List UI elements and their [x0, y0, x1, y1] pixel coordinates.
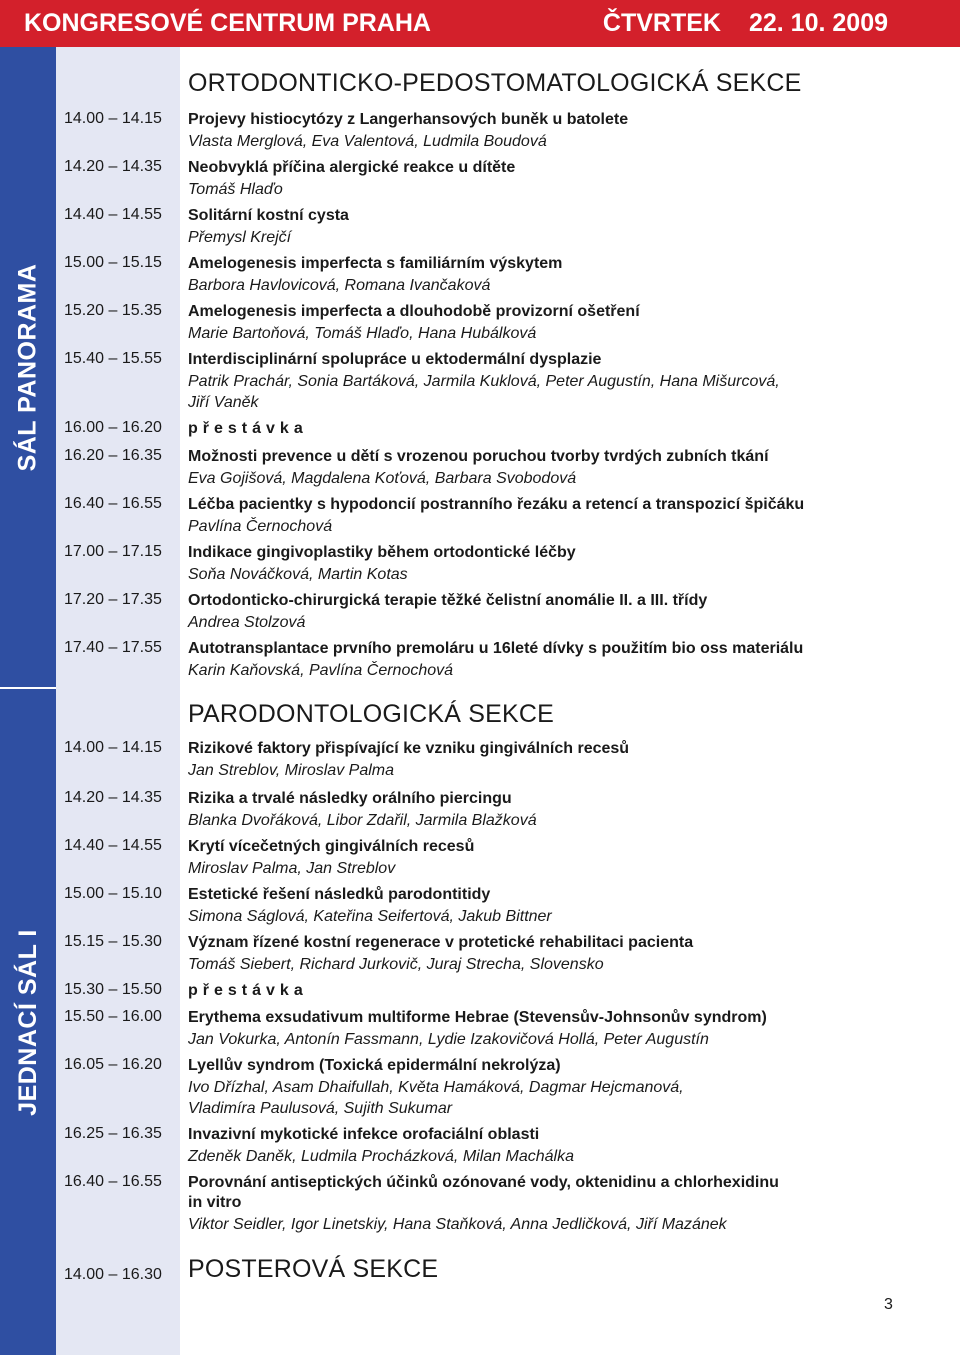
program-authors: Vladimíra Paulusová, Sujith Sukumar	[188, 1100, 453, 1117]
program-time: 15.00 – 15.15	[64, 254, 162, 271]
section-title-poster: POSTEROVÁ SEKCE	[188, 1255, 439, 1283]
program-time: 15.40 – 15.55	[64, 350, 162, 367]
program-title: Možnosti prevence u dětí s vrozenou poruchou tvorby tvrdých zubních tkání	[188, 448, 769, 465]
program-time: 14.00 – 14.15	[64, 739, 162, 756]
program-title: Význam řízené kostní regenerace v protetické rehabilitaci pacienta	[188, 934, 694, 951]
hall-one-label: JEDNACÍ SÁL I	[13, 928, 42, 1116]
section-title-ortho: ORTODONTICKO-PEDOSTOMATOLOGICKÁ SEKCE	[188, 69, 802, 97]
hall-panorama-strip	[0, 47, 56, 687]
program-title: Krytí vícečetných gingiválních recesů	[188, 838, 475, 855]
program-authors: Simona Ságlová, Kateřina Seifertová, Jakub Bittner	[188, 908, 552, 925]
date-block	[603, 9, 888, 38]
program-authors: Andrea Stolzová	[188, 614, 306, 631]
program-title: Rizikové faktory přispívající ke vzniku gingiválních recesů	[188, 740, 630, 757]
program-authors: Vlasta Merglová, Eva Valentová, Ludmila Boudová	[188, 133, 547, 150]
program-authors: Tomáš Hlaďo	[188, 181, 283, 198]
program-time: 16.05 – 16.20	[64, 1056, 162, 1073]
program-authors: Tomáš Siebert, Richard Jurkovič, Juraj Strecha, Slovensko	[188, 956, 604, 973]
program-time: 17.40 – 17.55	[64, 639, 162, 656]
program-title: Porovnání antiseptických účinků ozónované vody, oktenidinu a chlorhexidinu in vitro	[188, 1174, 779, 1211]
program-time: 15.30 – 15.50	[64, 981, 162, 998]
program-title: Amelogenesis imperfecta s familiárním výskytem	[188, 255, 563, 272]
break-label: přestávka	[188, 982, 308, 999]
program-authors: Marie Bartoňová, Tomáš Hlaďo, Hana Hubálková	[188, 325, 537, 342]
program-time: 14.40 – 14.55	[64, 206, 162, 223]
program-time: 14.40 – 14.55	[64, 837, 162, 854]
program-authors: Pavlína Černochová	[188, 518, 333, 535]
time-column-background	[56, 47, 180, 1355]
program-authors: Barbora Havlovicová, Romana Ivančaková	[188, 277, 491, 294]
program-authors: Miroslav Palma, Jan Streblov	[188, 860, 396, 877]
program-title: Estetické řešení následků parodontitidy	[188, 886, 491, 903]
program-authors: Viktor Seidler, Igor Linetskiy, Hana Staňková, Anna Jedličková, Jiří Mazánek	[188, 1216, 727, 1233]
program-title: Interdisciplinární spolupráce u ektodermální dysplazie	[188, 351, 602, 368]
program-authors: Eva Gojišová, Magdalena Koťová, Barbara Svobodová	[188, 470, 577, 487]
page-header	[0, 0, 960, 47]
program-time: 14.20 – 14.35	[64, 789, 162, 806]
program-title: Lyellův syndrom (Toxická epidermální nekrolýza)	[188, 1057, 561, 1074]
program-time: 15.15 – 15.30	[64, 933, 162, 950]
program-time: 16.20 – 16.35	[64, 447, 162, 464]
hall-panorama-label: SÁL PANORAMA	[13, 263, 42, 471]
program-authors: Přemysl Krejčí	[188, 229, 292, 246]
program-authors: Jan Streblov, Miroslav Palma	[188, 762, 394, 779]
program-time: 15.20 – 15.35	[64, 302, 162, 319]
program-title: Indikace gingivoplastiky během ortodontické léčby	[188, 544, 576, 561]
program-title: Solitární kostní cysta	[188, 207, 349, 224]
program-authors: Zdeněk Daněk, Ludmila Procházková, Milan Machálka	[188, 1148, 574, 1165]
program-authors: Jan Vokurka, Antonín Fassmann, Lydie Izakovičová Hollá, Peter Augustín	[188, 1031, 709, 1048]
program-time: 15.00 – 15.10	[64, 885, 162, 902]
program-title: Ortodonticko-chirurgická terapie těžké čelistní anomálie II. a III. třídy	[188, 592, 708, 609]
program-title: Autotransplantace prvního premoláru u 16leté dívky s použitím bio oss materiálu	[188, 640, 804, 657]
program-time: 15.50 – 16.00	[64, 1008, 162, 1025]
program-time: 16.25 – 16.35	[64, 1125, 162, 1142]
program-title: Neobvyklá příčina alergické reakce u dítěte	[188, 159, 516, 176]
program-title: Amelogenesis imperfecta a dlouhodobě provizorní ošetření	[188, 303, 640, 320]
program-time: 14.20 – 14.35	[64, 158, 162, 175]
date-label: 22. 10. 2009	[748, 9, 888, 37]
venue-title: KONGRESOVÉ CENTRUM PRAHA	[24, 9, 431, 37]
program-authors: Soňa Nováčková, Martin Kotas	[188, 566, 408, 583]
program-authors: Jiří Vaněk	[188, 394, 259, 411]
program-authors: Karin Kaňovská, Pavlína Černochová	[188, 662, 454, 679]
program-title: Léčba pacientky s hypodoncií postranního řezáku a retencí a transpozicí špičáku	[188, 496, 805, 513]
program-time: 16.40 – 16.55	[64, 495, 162, 512]
program-time: 17.20 – 17.35	[64, 591, 162, 608]
page-number: 3	[884, 1296, 893, 1313]
program-time: 16.00 – 16.20	[64, 419, 162, 436]
day-label: ČTVRTEK	[602, 9, 721, 37]
program-title: Invazivní mykotické infekce orofaciální oblasti	[188, 1126, 540, 1143]
program-authors: Ivo Dřízhal, Asam Dhaifullah, Květa Hamáková, Dagmar Hejcmanová,	[188, 1079, 684, 1096]
program-time: 14.00 – 14.15	[64, 110, 162, 127]
hall-one-strip	[0, 689, 56, 1355]
program-authors: Blanka Dvořáková, Libor Zdařil, Jarmila Blažková	[188, 812, 537, 829]
break-label: přestávka	[188, 420, 308, 437]
program-title: Projevy histiocytózy z Langerhansových buněk u batolete	[188, 111, 629, 128]
program-authors: Patrik Prachár, Sonia Bartáková, Jarmila Kuklová, Peter Augustín, Hana Mišurcová,	[188, 373, 780, 390]
section-title-paro: PARODONTOLOGICKÁ SEKCE	[188, 700, 555, 728]
program-time: 17.00 – 17.15	[64, 543, 162, 560]
poster-time: 14.00 – 16.30	[64, 1266, 162, 1283]
program-title: Erythema exsudativum multiforme Hebrae (Stevensův-Johnsonův syndrom)	[188, 1009, 767, 1026]
program-title: Rizika a trvalé následky orálního piercingu	[188, 790, 512, 807]
program-time: 16.40 – 16.55	[64, 1173, 162, 1190]
